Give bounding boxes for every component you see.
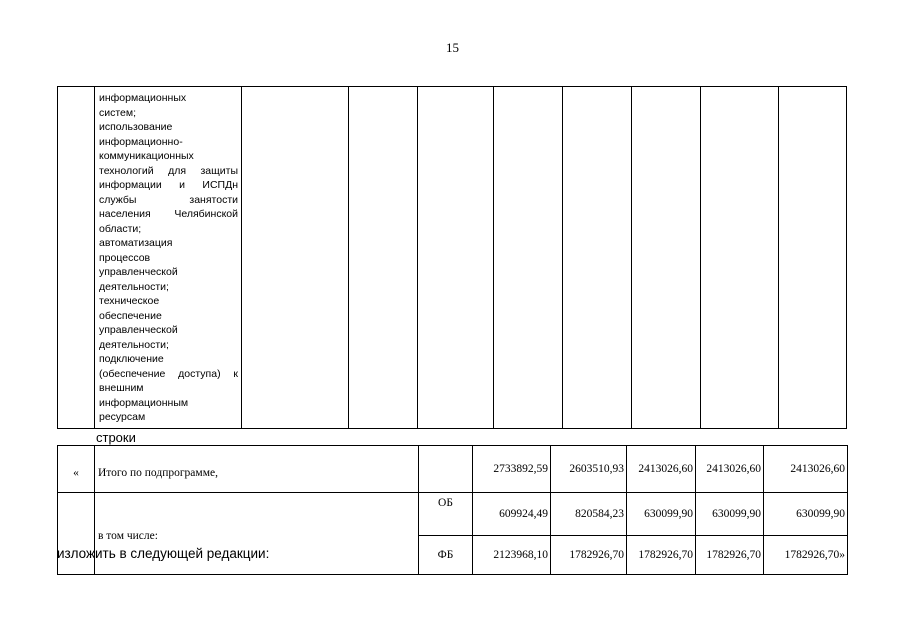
empty-cell (563, 87, 632, 429)
desc-line: (обеспечение доступа) к (99, 367, 238, 380)
fb-value: 1782926,70 (627, 536, 696, 575)
ob-label: ОБ (419, 493, 473, 536)
desc-line: информации и ИСПДн (99, 179, 238, 191)
ob-value: 630099,90 (627, 493, 696, 536)
desc-line: ресурсам (99, 411, 146, 423)
empty-cell (632, 87, 701, 429)
ob-value: 609924,49 (473, 493, 551, 536)
empty-cell (242, 87, 349, 429)
desc-line: внешним (99, 382, 144, 394)
desc-line: области; (99, 222, 142, 235)
desc-line: подключение (99, 353, 164, 365)
desc-line: коммуникационных (99, 150, 194, 162)
desc-line: деятельности; (99, 338, 169, 351)
itogo-value: 2603510,93 (551, 446, 627, 493)
empty-cell (58, 87, 95, 429)
desc-line: службы занятости (99, 193, 238, 206)
empty-cell (419, 446, 473, 493)
fb-value: 2123968,10 (473, 536, 551, 575)
itogo-value: 2413026,60 (696, 446, 764, 493)
desc-line: управленческой (99, 266, 178, 278)
description-cell (95, 87, 242, 429)
desc-line: населения Челябинской (99, 208, 238, 220)
fb-label: ФБ (419, 536, 473, 575)
empty-cell (349, 87, 418, 429)
desc-line: автоматизация (99, 237, 173, 249)
itogo-value: 2733892,59 (473, 446, 551, 493)
quote-mark: « (58, 446, 95, 493)
desc-line: информационных (99, 92, 187, 104)
desc-line: обеспечение (99, 309, 162, 322)
ob-value: 630099,90 (764, 493, 848, 536)
desc-line: систем; (99, 106, 137, 119)
empty-cell (418, 87, 494, 429)
itogo-value: 2413026,60 (627, 446, 696, 493)
footer-instruction: изложить в следующей редакции: (57, 546, 270, 561)
description-table (57, 86, 847, 429)
page-number: 15 (446, 40, 459, 55)
desc-line: процессов (99, 251, 151, 264)
desc-line: деятельности; (99, 280, 169, 293)
desc-line: использование (99, 121, 173, 133)
ob-value: 630099,90 (696, 493, 764, 536)
desc-line: технологий для защиты (99, 164, 238, 177)
itogo-value: 2413026,60 (764, 446, 848, 493)
stroki-label: строки (96, 430, 136, 445)
empty-cell (58, 493, 95, 575)
fb-value: 1782926,70 (551, 536, 627, 575)
fb-value: 1782926,70 (696, 536, 764, 575)
itogo-label: Итого по подпрограмме, (95, 446, 419, 493)
fb-value: 1782926,70» (764, 536, 848, 575)
v-tom-chisle-label: в том числе: (95, 493, 419, 575)
empty-cell (701, 87, 779, 429)
empty-cell (494, 87, 563, 429)
desc-line: информационно- (99, 135, 183, 148)
ob-value: 820584,23 (551, 493, 627, 536)
desc-line: техническое (99, 295, 160, 307)
desc-line: информационным (99, 396, 189, 409)
empty-cell (779, 87, 847, 429)
desc-line: управленческой (99, 324, 178, 336)
